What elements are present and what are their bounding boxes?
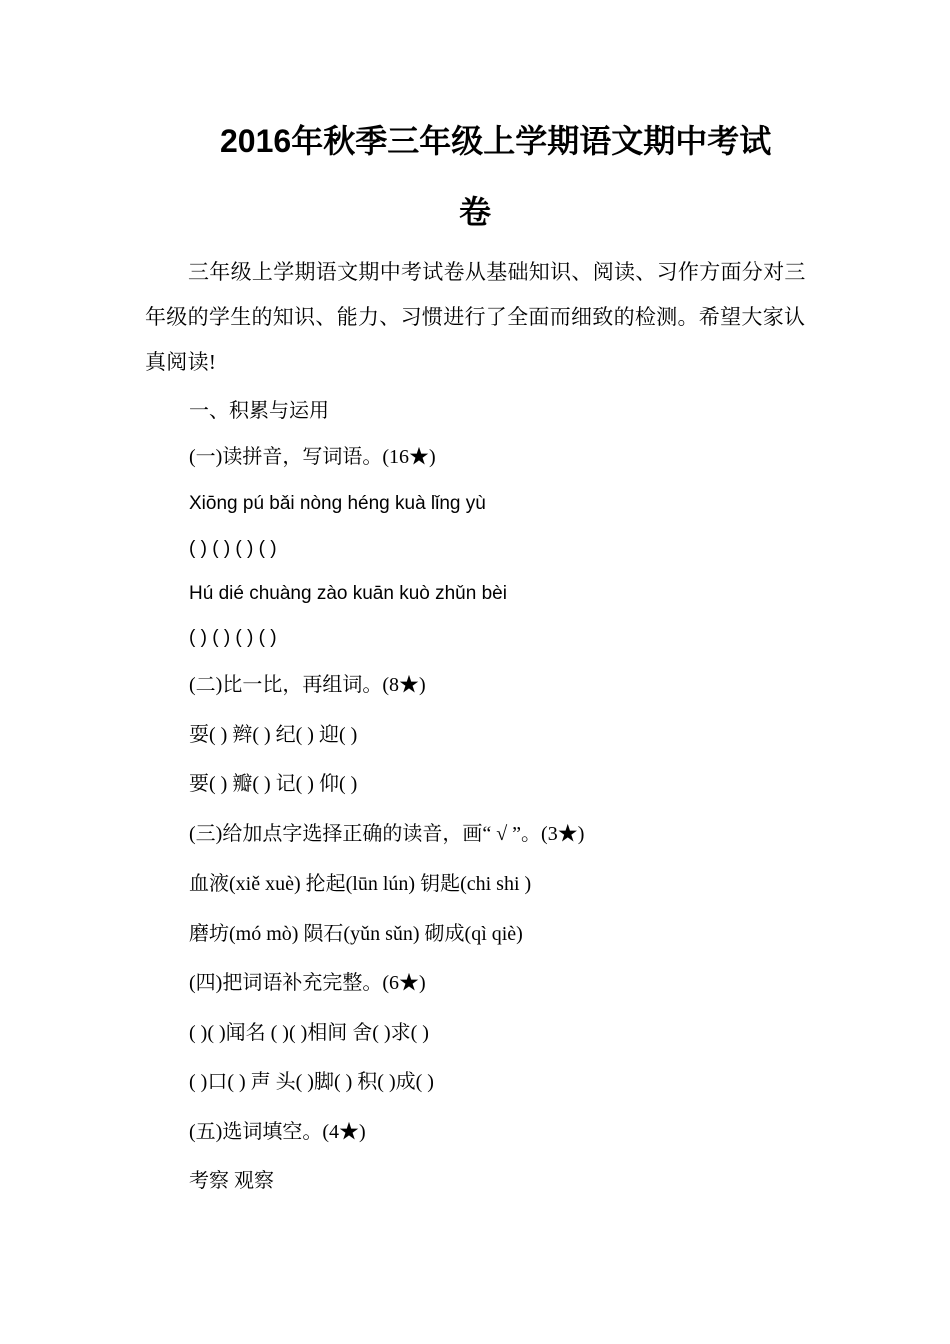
document-title-line-1: 2016年秋季三年级上学期语文期中考试 [220,123,772,159]
intro-paragraph: 三年级上学期语文期中考试卷从基础知识、阅读、习作方面分对三年级的学生的知识、能力、习惯进行了全面而细致的检测。希望大家认真阅读! [145,260,806,374]
document-title-line-2: 卷 [459,194,492,230]
exercise-line: 耍( ) 辫( ) 纪( ) 迎( ) [189,724,358,746]
exercise-line: 要( ) 瓣( ) 记( ) 仰( ) [189,773,358,795]
answer-blanks: ( ) ( ) ( ) ( ) [189,627,277,648]
question-heading: (三)给加点字选择正确的读音，画“ √ ”。(3★) [189,823,585,845]
question-heading: (五)选词填空。(4★) [189,1121,366,1143]
question-heading: (四)把词语补充完整。(6★) [189,972,426,994]
question-heading: (一)读拼音，写词语。(16★) [189,446,436,468]
answer-blanks: ( ) ( ) ( ) ( ) [189,538,277,559]
pinyin-line: Xiōng pú bǎi nòng héng kuà lǐng yù [189,493,486,514]
exercise-line: 磨坊(mó mò) 陨石(yǔn sǔn) 砌成(qì qiè) [189,923,523,945]
section-heading: 一、积累与运用 [189,400,329,422]
question-heading: (二)比一比，再组词。(8★) [189,674,426,696]
exercise-line: ( )( )闻名 ( )( )相间 舍( )求( ) [189,1022,429,1044]
exercise-line: 考察 观察 [189,1170,274,1192]
exercise-line: ( )口( ) 声 头( )脚( ) 积( )成( ) [189,1071,434,1093]
exercise-line: 血液(xiě xuè) 抡起(lūn lún) 钥匙(chi shi ) [189,873,532,895]
pinyin-line: Hú dié chuàng zào kuān kuò zhǔn bèi [189,583,507,604]
